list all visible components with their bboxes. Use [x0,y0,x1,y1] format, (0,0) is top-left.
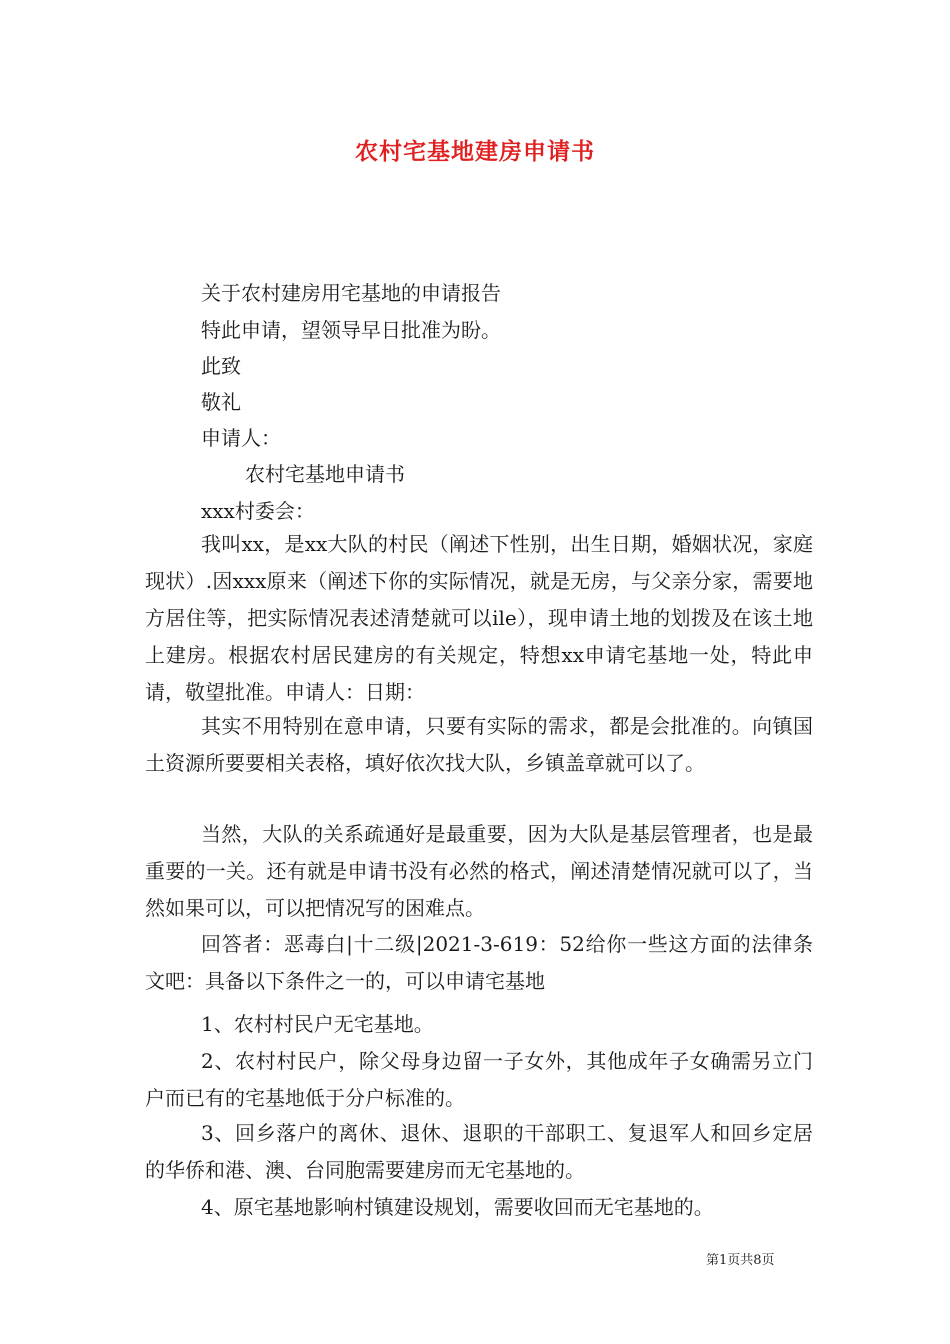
body-paragraph: 我叫xx，是xx大队的村民（阐述下性别，出生日期，婚姻状况，家庭现状）.因xxx原来（阐述下你的实际情况，就是无房，与父亲分家，需要地方居住等，把实际情况表述清楚就可以ile），现申请土地的划拨及在该土地上建房。根据农村居民建房的有关规定，特想xx申请宅基地一处，特此申请，敬望批准。申请人：日期： [145,532,813,704]
law-item-3: 3、回乡落户的离休、退休、退职的干部职工、复退军人和回乡定居的华侨和港、澳、台同胞需要建房而无宅基地的。 [145,1121,813,1182]
body-paragraph: 其实不用特别在意申请，只要有实际的需求，都是会批准的。向镇国土资源所要要相关表格，填好依次找大队，乡镇盖章就可以了。 [145,714,813,775]
page-number: 第1页共8页 [706,1253,775,1268]
opening-line-cizhi: 此致 [201,354,241,378]
body-paragraph: 当然，大队的关系疏通好是最重要，因为大队是基层管理者，也是最重要的一关。还有就是申请书没有必然的格式，阐述清楚情况就可以了，当然如果可以，可以把情况写的困难点。 [145,822,813,920]
law-item-1: 1、农村村民户无宅基地。 [201,1012,434,1036]
salutation: xxx村委会： [201,499,315,523]
opening-line-report-title: 关于农村建房用宅基地的申请报告 [201,281,501,305]
body-paragraph: 回答者：恶毒白|十二级|2021-3-619：52给你一些这方面的法律条文吧：具备以下条件之一的，可以申请宅基地 [145,932,813,993]
document-subtitle: 农村宅基地申请书 [245,462,405,486]
document-title: 农村宅基地建房申请书 [355,138,595,165]
law-item-4: 4、原宅基地影响村镇建设规划，需要收回而无宅基地的。 [201,1195,714,1219]
law-item-2: 2、农村村民户，除父母身边留一子女外，其他成年子女确需另立门户而已有的宅基地低于分户标准的。 [145,1049,813,1110]
opening-line-applicant: 申请人： [201,426,281,450]
opening-line-request: 特此申请，望领导早日批准为盼。 [201,318,501,342]
opening-line-jingli: 敬礼 [201,390,241,414]
